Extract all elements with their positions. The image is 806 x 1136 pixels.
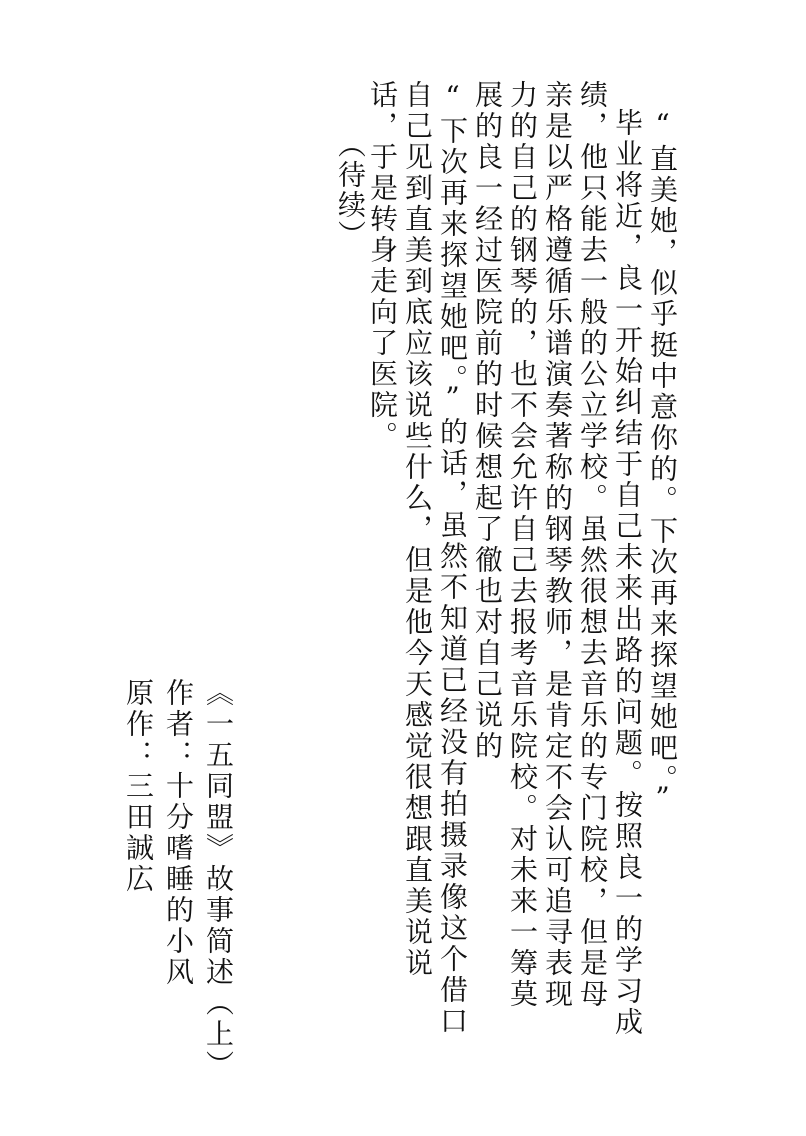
footer-title: 《一五同盟》故事简述（上） — [202, 678, 235, 1081]
footer-original: 原作：三田誠広 — [122, 678, 155, 895]
to-be-continued: （待续） — [334, 130, 367, 250]
story-paragraph: “下次再来探望她吧。”的话，虽然不知道已经没有拍摄录像这个借口自己见到直美到底应该说些什么，但是他今天感觉很想跟直美说说话，于是转身走向了医院。 — [366, 80, 469, 1037]
footer-author: 作者：十分嗜睡的小风 — [162, 678, 195, 988]
footer — [118, 678, 238, 1081]
story-body — [365, 80, 680, 1040]
story-paragraph: 毕业将近，良一开始纠结于自己未来出路的问题。按照良一的学习成绩，他只能去一般的公立学校。虽然很想去音乐的专门院校，但是母亲是以严格遵循乐谱演奏著称的钢琴教师，是肯定不会认可追寻表现力的自己的钢琴的，也不会允许自己去报考音乐院校。对未来一筹莫展的良一经过医院前的时候想起了徹也对自己说的 — [471, 80, 644, 1038]
story-paragraph: “直美她，似乎挺中意你的。下次再来探望她吧。” — [646, 108, 679, 817]
